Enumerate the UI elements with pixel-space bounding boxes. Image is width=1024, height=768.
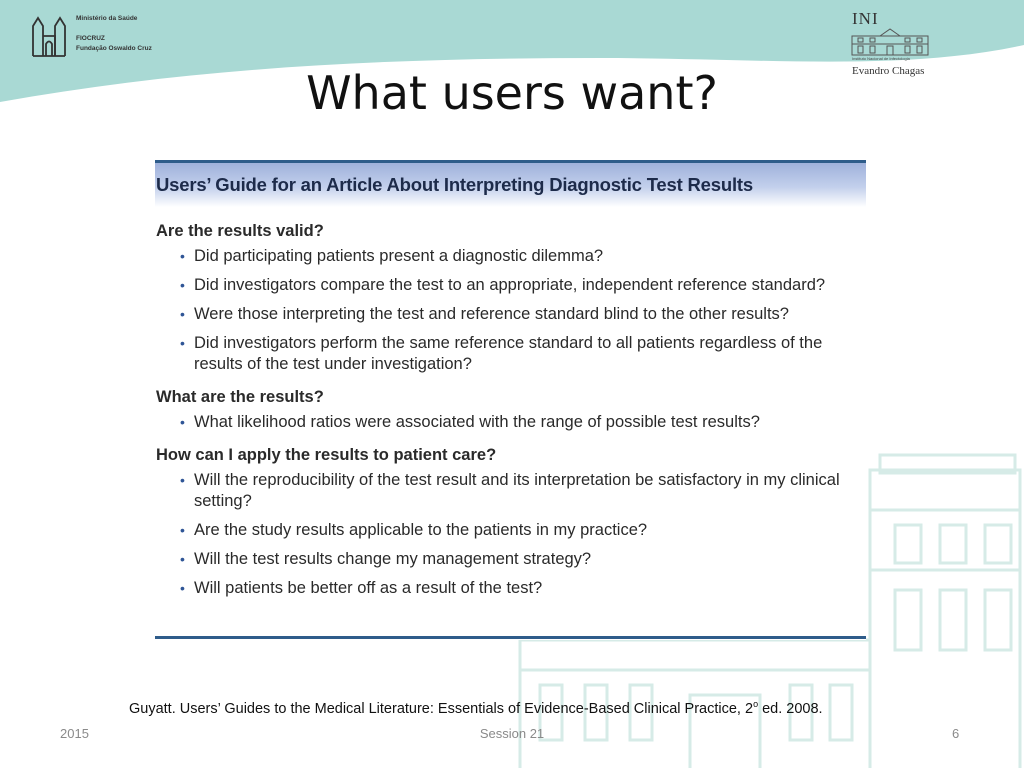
ini-building-icon (850, 28, 930, 56)
question-text: What likelihood ratios were associated with the range of possible test results? (194, 413, 760, 431)
ini-acronym: INI (852, 9, 879, 28)
application-question-list (156, 470, 864, 599)
bullet-icon: • (180, 580, 185, 596)
list-item (156, 520, 864, 541)
list-item (156, 304, 864, 325)
question-text: Will the reproducibility of the test result and its interpretation be satisfactory in my clinical setting? (194, 471, 840, 510)
bullet-icon: • (180, 248, 185, 264)
guide-bottom-rule (155, 636, 866, 639)
slide-number: 6 (952, 726, 960, 741)
guide-section-application (156, 441, 864, 599)
list-item (156, 470, 864, 512)
list-item (156, 246, 864, 267)
section-heading-application: How can I apply the results to patient care? (156, 446, 497, 464)
guide-content (156, 217, 864, 607)
guide-header-title: Users’ Guide for an Article About Interpreting Diagnostic Test Results (156, 174, 753, 195)
question-text: Will the test results change my management strategy? (194, 550, 592, 568)
footer-session: Session 21 (479, 726, 545, 741)
slide-title: What users want? (306, 66, 718, 120)
ini-subtitle: Instituto Nacional de Infectologia (852, 56, 910, 61)
fiocruz-castle-icon (30, 12, 68, 58)
fiocruz-label: FIOCRUZ (76, 35, 105, 42)
users-guide-box (155, 160, 866, 640)
section-heading-results: What are the results? (156, 388, 324, 406)
bullet-icon: • (180, 472, 185, 488)
bullet-icon: • (180, 277, 185, 293)
citation-main: Guyatt. Users’ Guides to the Medical Literature: Essentials of Evidence-Based Clinical Practice, 2 (129, 700, 754, 717)
bullet-icon: • (180, 522, 185, 538)
question-text: Were those interpreting the test and reference standard blind to the other results? (194, 305, 789, 323)
foundation-label: Fundação Oswaldo Cruz (76, 45, 152, 52)
question-text: Did investigators compare the test to an appropriate, independent reference standard? (194, 276, 826, 294)
citation (129, 699, 823, 717)
bullet-icon: • (180, 414, 185, 430)
question-text: Did investigators perform the same reference standard to all patients regardless of the results of the test under investigation? (194, 334, 823, 373)
citation-tail: ed. 2008. (758, 700, 823, 717)
footer-year: 2015 (60, 726, 89, 741)
fiocruz-logo (30, 10, 180, 60)
bullet-icon: • (180, 306, 185, 322)
question-text: Will patients be better off as a result of the test? (194, 579, 543, 597)
citation-superscript: o (753, 699, 759, 709)
guide-section-results (156, 383, 864, 433)
results-question-list (156, 412, 864, 433)
list-item (156, 275, 864, 296)
ministry-label: Ministério da Saúde (76, 15, 138, 22)
list-item (156, 549, 864, 570)
guide-header-band (155, 163, 866, 207)
list-item (156, 412, 864, 433)
ini-name: Evandro Chagas (852, 65, 925, 77)
bullet-icon: • (180, 335, 185, 351)
guide-section-validity (156, 217, 864, 375)
validity-question-list (156, 246, 864, 375)
bullet-icon: • (180, 551, 185, 567)
question-text: Did participating patients present a diagnostic dilemma? (194, 247, 604, 265)
list-item (156, 578, 864, 599)
list-item (156, 333, 864, 375)
question-text: Are the study results applicable to the patients in my practice? (194, 521, 648, 539)
section-heading-validity: Are the results valid? (156, 222, 324, 240)
